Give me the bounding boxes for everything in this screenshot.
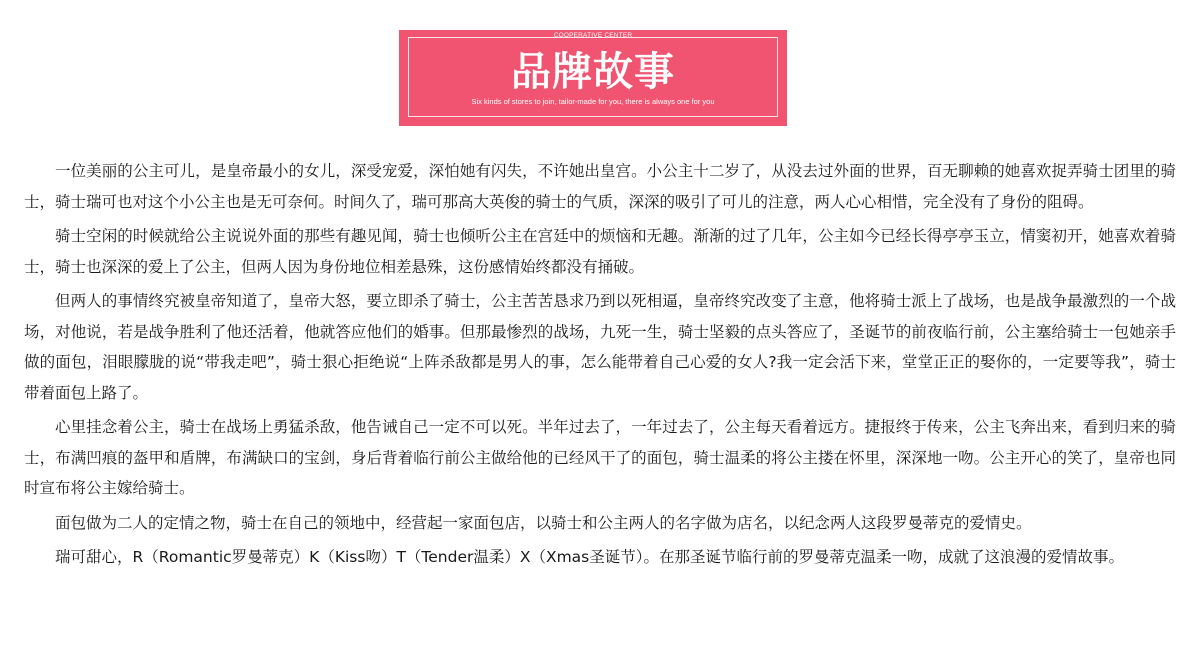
banner-subtitle: COOPERATIVE CENTER: [553, 32, 633, 39]
banner-tagline: Six kinds of stores to join, tailor-made for you, there is always one for you: [471, 97, 715, 106]
story-paragraph: 骑士空闲的时候就给公主说说外面的那些有趣见闻，骑士也倾听公主在宫廷中的烦恼和无趣。渐渐的过了几年，公主如今已经长得亭亭玉立，情窦初开，她喜欢着骑士，骑士也深深的爱上了公主，但两人因为身份地位相差悬殊，这份感情始终都没有捅破。: [24, 227, 1176, 276]
story-paragraph: 瑞可甜心，R（Romantic罗曼蒂克）K（Kiss吻）T（Tender温柔）X（Xmas圣诞节）。在那圣诞节临行前的罗曼蒂克温柔一吻，成就了这浪漫的爱情故事。: [55, 548, 1125, 566]
banner-title: 品牌故事: [511, 49, 675, 95]
story-paragraph: 但两人的事情终究被皇帝知道了，皇帝大怒，要立即杀了骑士，公主苦苦恳求乃到以死相逼，皇帝终究改变了主意，他将骑士派上了战场，也是战争最激烈的一个战场，对他说，若是战争胜利了他还活着，他就答应他们的婚事。但那最惨烈的战场，九死一生，骑士坚毅的点头答应了，圣诞节的前夜临行前，公主塞给骑士一包她亲手做的面包，泪眼朦胧的说“带我走吧”，骑士狠心拒绝说“上阵杀敌都是男人的事，怎么能带着自己心爱的女人?我一定会活下来，堂堂正正的娶你的，一定要等我”，骑士带着面包上路了。: [24, 292, 1176, 402]
story-paragraph: 面包做为二人的定情之物，骑士在自己的领地中，经营起一家面包店，以骑士和公主两人的名字做为店名，以纪念两人这段罗曼蒂克的爱情史。: [55, 513, 1032, 532]
story-paragraph: 一位美丽的公主可儿，是皇帝最小的女儿，深受宠爱，深怕她有闪失，不许她出皇宫。小公主十二岁了，从没去过外面的世界，百无聊赖的她喜欢捉弄骑士团里的骑士，骑士瑞可也对这个小公主也是无可奈何。时间久了，瑞可那高大英俊的骑士的气质，深深的吸引了可儿的注意，两人心心相惜，完全没有了身份的阻碍。: [24, 162, 1176, 211]
story-body: [24, 156, 1176, 577]
story-paragraph: 心里挂念着公主，骑士在战场上勇猛杀敌，他告诫自己一定不可以死。半年过去了，一年过去了，公主每天看着远方。捷报终于传来，公主飞奔出来，看到归来的骑士，布满凹痕的盔甲和盾牌，布满缺口的宝剑，身后背着临行前公主做给他的已经风干了的面包，骑士温柔的将公主搂在怀里，深深地一吻。公主开心的笑了，皇帝也同时宣布将公主嫁给骑士。: [24, 418, 1176, 497]
brand-story-banner: [399, 30, 787, 126]
